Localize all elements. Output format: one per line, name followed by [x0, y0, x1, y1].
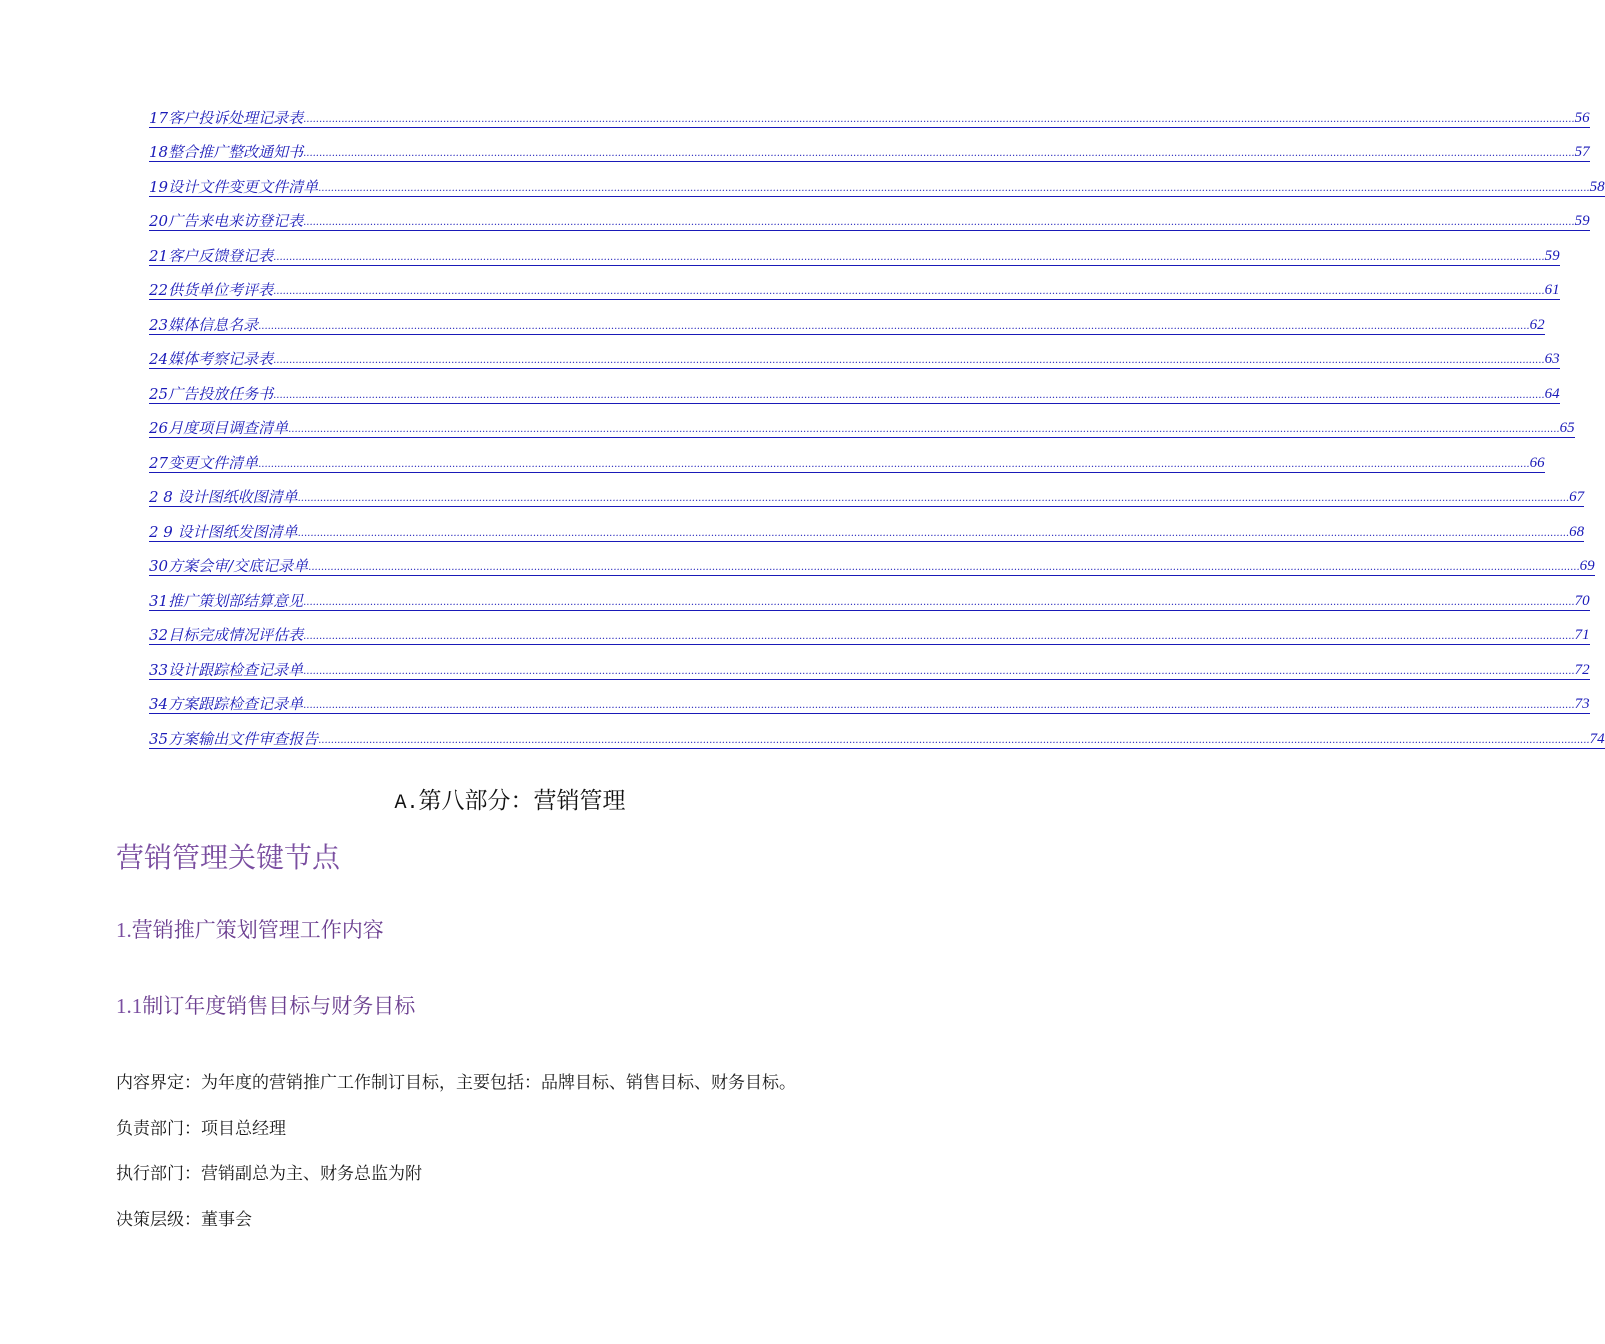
toc-entry[interactable] [149, 576, 1590, 611]
toc-entry[interactable] [149, 93, 1590, 128]
toc-entry-title: 26月度项目调查清单 [149, 419, 289, 437]
table-of-contents [149, 93, 1605, 749]
toc-entry-title: 32目标完成情况评估表 [149, 626, 304, 644]
toc-entry-page: 72 [1574, 661, 1590, 678]
toc-leader-dots: ................................................................................................................................................................................................................................................................................................................................................................................................................ [258, 458, 1529, 473]
toc-entry-page: 71 [1574, 627, 1590, 643]
toc-entry[interactable] [149, 231, 1560, 266]
toc-entry[interactable] [149, 507, 1585, 542]
toc-entry[interactable] [149, 473, 1585, 508]
toc-entry[interactable] [149, 128, 1590, 163]
toc-entry-page: 62 [1529, 316, 1545, 333]
toc-leader-dots: ................................................................................................................................................................................................................................................................................................................................................................................................................ [258, 320, 1529, 335]
toc-entry[interactable] [149, 680, 1590, 715]
toc-entry-page: 56 [1574, 109, 1590, 126]
heading-3-number: 1.1 [116, 994, 143, 1018]
toc-leader-dots: ................................................................................................................................................................................................................................................................................................................................................................................................................ [303, 113, 1574, 128]
toc-entry-page: 59 [1544, 247, 1560, 264]
toc-entry[interactable] [149, 266, 1560, 301]
part-title [0, 782, 950, 815]
toc-leader-dots: ................................................................................................................................................................................................................................................................................................................................................................................................................ [303, 596, 1574, 611]
toc-entry-page: 58 [1589, 178, 1605, 195]
toc-entry[interactable] [149, 611, 1590, 646]
toc-entry-page: 61 [1544, 282, 1560, 298]
toc-leader-dots: ................................................................................................................................................................................................................................................................................................................................................................................................................ [298, 492, 1569, 507]
toc-entry-page: 69 [1579, 558, 1595, 574]
heading-1: 营销管理关键节点 [116, 841, 341, 874]
toc-entry-page: 67 [1569, 489, 1585, 505]
toc-leader-dots: ................................................................................................................................................................................................................................................................................................................................................................................................................ [273, 285, 1544, 300]
heading-3-text: 制订年度销售目标与财务目标 [142, 994, 416, 1018]
toc-entry-page: 64 [1544, 385, 1560, 402]
toc-entry[interactable] [149, 197, 1590, 232]
toc-leader-dots: ................................................................................................................................................................................................................................................................................................................................................................................................................ [298, 527, 1569, 542]
toc-entry-page: 70 [1574, 592, 1590, 609]
heading-2-text: 营销推广策划管理工作内容 [131, 918, 384, 942]
toc-entry-title: 23媒体信息名录 [149, 315, 259, 334]
toc-leader-dots: ................................................................................................................................................................................................................................................................................................................................................................................................................ [273, 354, 1544, 369]
toc-leader-dots: ................................................................................................................................................................................................................................................................................................................................................................................................................ [318, 182, 1589, 197]
toc-entry-title: 24媒体考察记录表 [149, 350, 274, 368]
toc-entry[interactable] [149, 542, 1595, 577]
toc-leader-dots: ................................................................................................................................................................................................................................................................................................................................................................................................................ [303, 699, 1574, 714]
part-title-text: 第八部分：营销管理 [418, 788, 626, 814]
toc-entry[interactable] [149, 438, 1545, 473]
toc-entry-title: 25广告投放任务书 [149, 384, 274, 403]
toc-entry-page: 74 [1589, 730, 1605, 747]
toc-entry[interactable] [149, 335, 1560, 370]
toc-entry-title: 18整合推广整改通知书 [149, 143, 304, 161]
toc-entry-title: 20广告来电来访登记表 [149, 212, 304, 230]
toc-entry[interactable] [149, 404, 1575, 439]
heading-2 [116, 914, 384, 944]
paragraph-decision-level: 决策层级：董事会 [116, 1210, 252, 1230]
toc-entry[interactable] [149, 714, 1605, 749]
toc-leader-dots: ................................................................................................................................................................................................................................................................................................................................................................................................................ [303, 216, 1574, 231]
heading-3 [116, 990, 415, 1020]
heading-2-number: 1. [116, 918, 132, 942]
toc-leader-dots: ................................................................................................................................................................................................................................................................................................................................................................................................................ [303, 665, 1574, 680]
toc-entry-title: 27变更文件清单 [149, 453, 259, 472]
toc-entry-page: 57 [1574, 144, 1590, 160]
toc-leader-dots: ................................................................................................................................................................................................................................................................................................................................................................................................................ [273, 251, 1544, 266]
toc-entry[interactable] [149, 300, 1545, 335]
part-title-prefix: A. [394, 792, 419, 815]
toc-entry-title: 30方案会审/交底记录单 [149, 557, 309, 575]
toc-entry-title: 22供货单位考评表 [149, 281, 274, 299]
toc-entry-page: 59 [1574, 213, 1590, 229]
toc-leader-dots: ................................................................................................................................................................................................................................................................................................................................................................................................................ [303, 147, 1574, 162]
toc-entry-title: 31推广策划部结算意见 [149, 591, 304, 610]
paragraph-responsible-dept: 负责部门：项目总经理 [116, 1119, 286, 1139]
toc-entry-title: 33设计跟踪检查记录单 [149, 660, 304, 679]
toc-entry-title: 21客户反馈登记表 [149, 246, 274, 265]
toc-leader-dots: ................................................................................................................................................................................................................................................................................................................................................................................................................ [308, 561, 1579, 576]
toc-entry-title: 17客户投诉处理记录表 [149, 108, 304, 127]
paragraph-executing-dept: 执行部门：营销副总为主、财务总监为附 [116, 1164, 422, 1184]
toc-entry-page: 63 [1544, 351, 1560, 367]
toc-entry-page: 66 [1529, 454, 1545, 471]
toc-entry-title: 19设计文件变更文件清单 [149, 177, 319, 196]
toc-entry-page: 73 [1574, 696, 1590, 712]
toc-entry-title: 2 8 设计图纸收图清单 [149, 488, 298, 506]
toc-entry-title: 35方案输出文件审查报告 [149, 729, 319, 748]
toc-entry-page: 65 [1559, 420, 1575, 436]
toc-leader-dots: ................................................................................................................................................................................................................................................................................................................................................................................................................ [288, 423, 1559, 438]
toc-entry[interactable] [149, 645, 1590, 680]
toc-leader-dots: ................................................................................................................................................................................................................................................................................................................................................................................................................ [318, 734, 1589, 749]
toc-entry-page: 68 [1569, 523, 1585, 540]
toc-entry[interactable] [149, 162, 1605, 197]
toc-entry[interactable] [149, 369, 1560, 404]
toc-leader-dots: ................................................................................................................................................................................................................................................................................................................................................................................................................ [303, 630, 1574, 645]
toc-entry-title: 2 9 设计图纸发图清单 [149, 522, 298, 541]
paragraph-scope: 内容界定：为年度的营销推广工作制订目标，主要包括：品牌目标、销售目标、财务目标。 [116, 1073, 796, 1093]
toc-leader-dots: ................................................................................................................................................................................................................................................................................................................................................................................................................ [273, 389, 1544, 404]
toc-entry-title: 34方案跟踪检查记录单 [149, 695, 304, 713]
